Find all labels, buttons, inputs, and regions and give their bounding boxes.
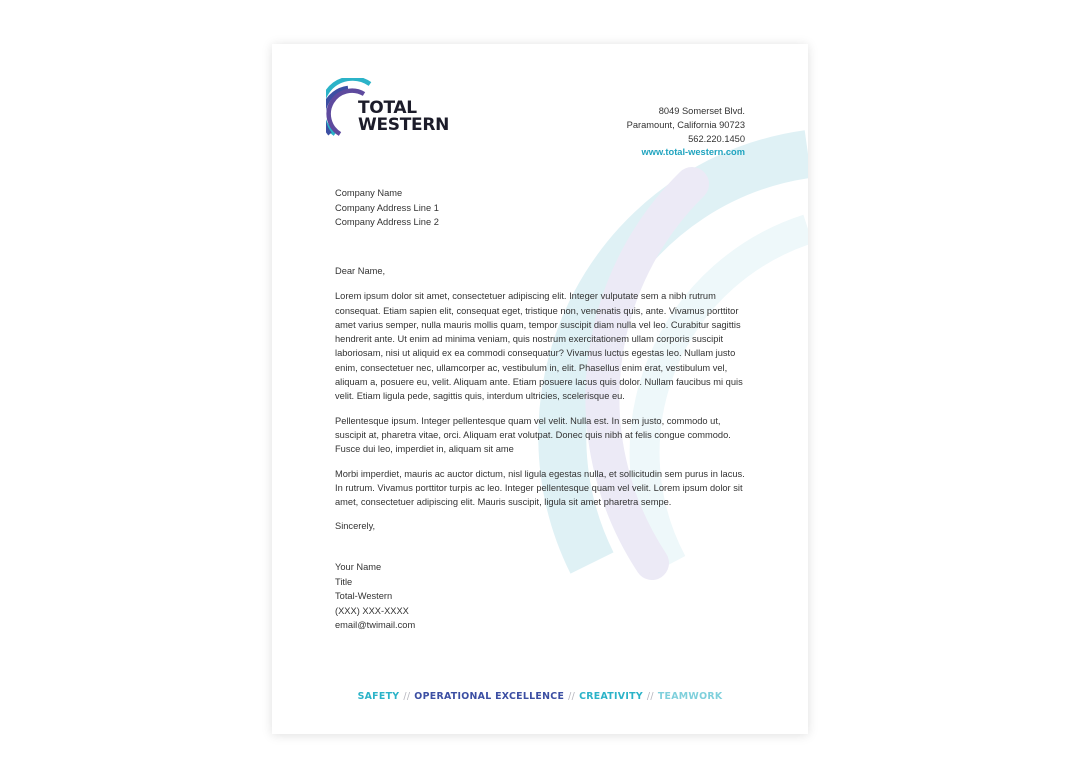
- logo-word-total: TOTAL: [358, 98, 417, 118]
- tagline-separator: //: [568, 691, 576, 702]
- logo-word-western: WESTERN: [358, 115, 450, 135]
- signer-company: Total-Western: [335, 591, 393, 601]
- website-link[interactable]: www.total-western.com: [641, 147, 745, 158]
- body-paragraph: Lorem ipsum dolor sit amet, consectetuer adipiscing elit. Integer vulputate sem a nibh rutrum consequat. Etiam sapien elit, consequat eget, tristique non, venenatis quis, ante. Vivamus porttitor amet varius semper, nulla mauris mollis quam, tempor suscipit diam nulla vel leo. Curabitur sagittis hendrerit ante. Ut enim ad minima veniam, quis nostrum exercitationem ullam corporis suscipit laboriosam, nisi ut aliquid ex ea commodi consequatur? Vivamus luctus egestas leo. Nullam justo enim, consectetuer nec, ullamcorper ac, vestibulum in, elit. Phasellus enim erat, vestibulum vel, aliquam a, posuere eu, velit. Aliquam ante. Etiam posuere lacus quis dolor. Nullam faucibus mi quis velit. Etiam ligula pede, sagittis quis, interdum ultricies, scelerisque eu.: [335, 291, 743, 402]
- signature-block: [335, 560, 415, 633]
- signer-title: Title: [335, 576, 353, 587]
- tagline-teamwork: TEAMWORK: [657, 691, 723, 702]
- body-paragraph: Morbi imperdiet, mauris ac auctor dictum, nisl ligula egestas nulla, et sollicitudin sem purus in lacus. In rutrum. Vivamus porttitor turpis ac leo. Integer pellentesque quam vel velit. Lorem ipsum dolor sit amet, consectetuer adipiscing elit. Mauris suscipit, ligula sit amet pharetra sempe.: [335, 468, 745, 508]
- tagline-separator: //: [403, 691, 411, 702]
- contact-phone: 562.220.1450: [688, 133, 745, 144]
- signer-email: email@twimail.com: [335, 620, 416, 630]
- recipient-address-line1: Company Address Line 1: [335, 202, 439, 213]
- company-logo: [326, 78, 458, 136]
- recipient-company: Company Name: [335, 188, 403, 198]
- signer-name: Your Name: [335, 562, 382, 572]
- tagline-separator: //: [646, 691, 654, 702]
- logo-wordmark: [358, 100, 449, 134]
- tagline-creativity: CREATIVITY: [579, 691, 643, 702]
- recipient-address: [335, 186, 439, 230]
- contact-city: Paramount, California 90723: [626, 119, 745, 130]
- body-paragraph: Pellentesque ipsum. Integer pellentesque quam vel velit. Nulla est. In sem justo, commodo ut, suscipit at, pharetra vitae, orci. Aliquam erat volutpat. Donec quis nibh at felis congue commodo. Fusce dui leo, imperdiet in, aliquam sit ame: [335, 415, 731, 455]
- signer-phone: (XXX) XXX-XXXX: [335, 605, 409, 616]
- letterhead-page: [272, 44, 808, 734]
- letter-body: [335, 264, 747, 544]
- recipient-address-line2: Company Address Line 2: [335, 217, 439, 227]
- contact-block: [627, 105, 745, 160]
- contact-street: 8049 Somerset Blvd.: [658, 106, 745, 116]
- closing: Sincerely,: [335, 521, 376, 532]
- tagline-safety: SAFETY: [357, 691, 400, 702]
- values-tagline: [272, 691, 808, 702]
- tagline-operational-excellence: OPERATIONAL EXCELLENCE: [414, 691, 565, 702]
- greeting: Dear Name,: [335, 266, 386, 276]
